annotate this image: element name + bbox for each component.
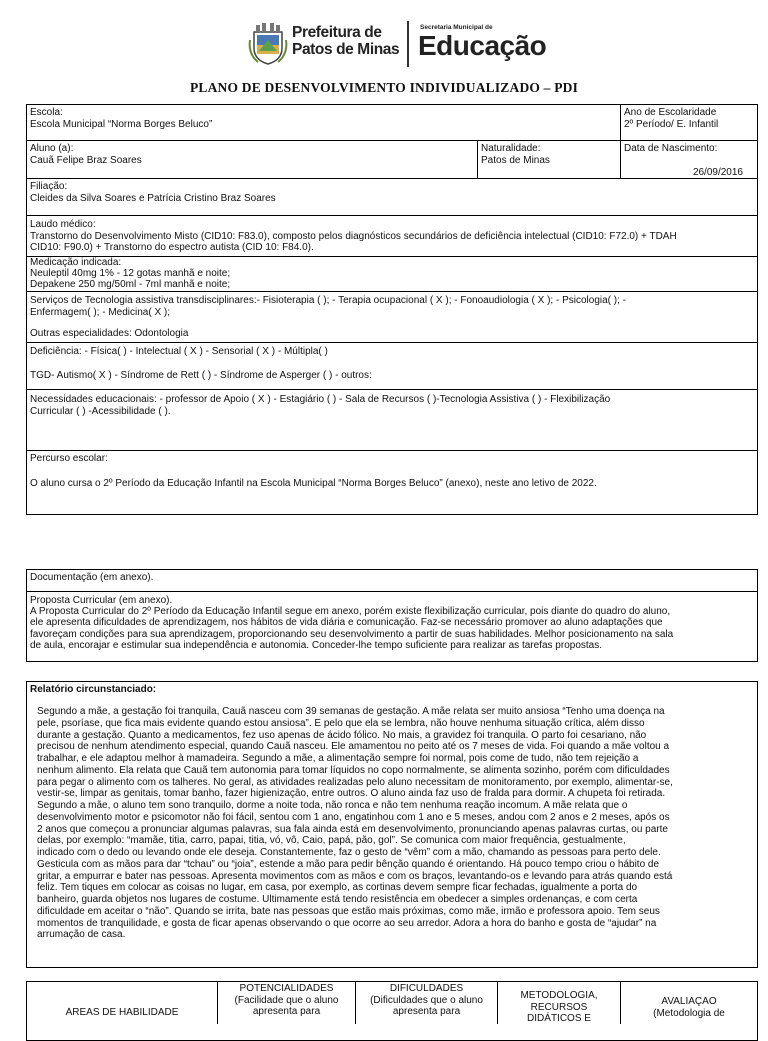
nascimento-value: 26/09/2016 [692,167,743,178]
documentacao-cell [27,571,757,585]
escola-label: Escola: [30,107,63,118]
educacao-logo-text: Educação [418,30,547,61]
relatorio-line: 2 anos que começou a pronunciar algumas palavras, sua fala ainda está em desenvolvimento, pronunciando apenas palavras curtas, ou parte [37,823,668,835]
filiacao-cell [27,180,757,205]
relatorio-line: desenvolvimento motor e psicomotor não foi fácil, sentou com 1 ano, engatinhou com 1 ano e 5 meses, andou com 2 anos e 2 meses, após os [37,811,670,823]
dificuldades-sub-1: (Dificuldades que o aluno [370,994,483,1006]
aluno-label: Aluno (a): [30,143,74,154]
percurso-label: Percurso escolar: [30,453,108,464]
necessidades-cell [27,393,757,418]
table-header-dificuldades [356,983,497,1018]
relatorio-line: banheiro, guarda objetos nos lugares de costume. Ultimamente está tendo resistência em obedecer a simples ordenanças, e com certa [37,894,638,905]
logo-line-1: Prefeitura de [292,24,382,41]
potencialidades-title: POTENCIALIDADES [239,983,334,994]
laudo-cell [27,218,757,255]
relatorio-line: feliz. Tem tiques em colocar as coisas no lugar, em casa, por exemplo, as cortinas devem sempre ficar fechadas, igualmente a porta do [37,882,638,894]
relatorio-line: Gesticula com as mãos para dar “tchau” ou “joia”, estende a mão para pedir bênção quando é orientando. Há pouco tempo criou o hábito de [37,858,660,870]
proposta-line-2: ele apresenta dificuldades de aprendizagem, nos hábitos de vida diária e comunicação. Faz-se necessário promover ao aluno adaptações que [30,617,663,629]
ano-escolaridade-cell [621,106,757,131]
laudo-label: Laudo médico: [30,219,96,230]
proposta-label: Proposta Curricular (em anexo). [30,595,173,606]
relatorio-line: pele, psoríase, que fica mais evidente quando estou ansiosa”. E pelo que ela se lembra, não houve nenhuma situação crítica, além disso [37,717,645,729]
dificuldades-title: DIFICULDADES [389,983,464,994]
escola-cell [27,106,619,131]
ano-label: Ano de Escolaridade [624,107,717,118]
relatorio-line: para pegar o alimento com os talheres. No geral, as atividades realizadas pelo aluno necessitam de monitoramento, por exemplo, alimentar-se, [37,776,673,788]
potencialidades-sub-1: (Facilidade que o aluno [234,994,339,1006]
avaliacao-line-2: (Metodologia de [653,1007,725,1019]
ano-value: 2º Período/ E. Infantil [624,118,719,130]
medicacao-line-1: Neuleptil 40mg 1% - 12 gotas manhã e noite; [30,268,231,279]
avaliacao-line-1: AVALIAÇÃO [661,996,717,1007]
table-header-potencialidades [218,983,355,1018]
proposta-line-1: A Proposta Curricular do 2º Período da Educação Infantil segue em anexo, porém existe flexibilização curricular, pois diante do quadro do aluno, [30,606,671,618]
nascimento-cell [621,142,757,178]
proposta-cell [27,594,757,652]
servicos-line-1: Serviços de Tecnologia assistiva transdisciplinares:- Fisioterapia ( ); - Terapia ocupacional ( X ); - Fonoaudiologia ( X ); - Psicologia( ); - [30,295,626,306]
aluno-cell [27,142,475,167]
proposta-line-3: favoreçam condições para sua aprendizagem, proporcionando seu desenvolvimento a partir de suas habilidades. Melhor posicionamento na sala [30,628,674,640]
relatorio-line: momentos de tranquilidade, e gosta de ficar apenas observando o que ocorre ao seu arredor. Adora a hora do banho e gosta de “ajudar” na [37,917,657,929]
secretaria-label: Secretaria Municipal de [420,24,493,31]
naturalidade-cell [478,142,619,167]
metodologia-line-1: METODOLOGIA, [520,990,598,1001]
metodologia-line-2: RECURSOS [530,1001,588,1013]
servicos-cell [27,294,757,341]
proposta-line-4: de aula, encorajar e estimular sua independência e autonomia. Conceder-lhe tempo suficiente para realizar as tarefas propostas. [30,639,603,651]
deficiencia-cell [27,345,757,382]
deficiencia-line: Deficiência: - Física( ) - Intelectual ( X ) - Sensorial ( X ) - Múltipla( ) [30,346,328,357]
medicacao-line-2: Depakene 250 mg/50ml - 7ml manhã e noite; [30,279,231,290]
servicos-line-2: Enfermagem( ); - Medicina( X ); [30,306,171,318]
metodologia-line-3: DIDÁTICOS E [527,1013,591,1024]
relatorio-line: precisou de nenhum atendimento especial, quando Cauã nasceu. Ele amamentou no peito até os 7 meses de vida. Foi quando a mãe voltou a [37,741,670,753]
relatorio-line: durante a gestação. Quanto a medicamentos, fez uso apenas de ácido fólico. No mais, a gravidez foi tranquila. O parto foi cesariano, não [37,729,647,741]
relatorio-line: Segundo a mãe, o aluno tem sono tranquilo, dorme a noite toda, não ronca e não tem nenhuma reação incomum. A mãe relata que o [37,800,628,811]
aluno-value: Cauã Felipe Braz Soares [30,154,142,166]
documentacao-text: Documentação (em anexo). [30,572,154,583]
filiacao-label: Filiação: [30,181,68,192]
naturalidade-value: Patos de Minas [481,154,550,166]
necessidades-line-1: Necessidades educacionais: - professor de Apoio ( X ) - Estagiário ( ) - Sala de Recursos ( )-Tecnologia Assistiva ( ) - Flexibilização [30,394,611,405]
tgd-line: TGD- Autismo( X ) - Síndrome de Rett ( ) - Síndrome de Asperger ( ) - outros: [30,369,372,381]
relatorio-line: indicado com o dedo ou levando onde ele deseja. Constantemente, faz o gesto de “vêm” com a mão, chamando as pessoas para perto dele. [37,847,661,858]
escola-value: Escola Municipal “Norma Borges Beluco” [30,118,213,130]
laudo-line-2: CID10: F90.0) + Transtorno do espectro autista (CID 10: F84.0). [30,242,314,253]
relatorio-body [27,706,757,941]
relatorio-line: dificuldade em aceitar o “não”. Quando se irrita, bate nas pessoas que estão mais próximas, como mãe, irmão e professora apoio. Tem seus [37,905,660,917]
dificuldades-sub-2: apresenta para [392,1006,461,1017]
necessidades-line-2: Curricular ( ) -Acessibilidade ( ). [30,405,171,417]
percurso-cell [27,452,757,490]
relatorio-title [27,683,757,697]
percurso-value: O aluno cursa o 2º Período da Educação Infantil na Escola Municipal “Norma Borges Beluco” (anexo), neste ano letivo de 2022. [30,477,597,489]
naturalidade-label: Naturalidade: [481,143,541,154]
filiacao-value: Cleides da Silva Soares e Patrícia Cristino Braz Soares [30,192,276,204]
medicacao-label: Medicação indicada: [30,257,122,268]
relatorio-line: Segundo a mãe, a gestação foi tranquila, Cauã nasceu com 39 semanas de gestação. A mãe relata ser muito ansiosa “Tenho uma doença na [37,706,665,717]
relatorio-line: vestir-se, limpar as genitais, tomar banho, fazer higienização, entre outros. O aluno ainda faz uso de fralda para dormir. A chupeta foi retirada. [37,788,666,800]
table-header-areas [27,1007,217,1019]
coat-of-arms-icon [248,22,288,66]
table-header-metodologia [498,990,620,1025]
relatorio-line: delas, por exemplo: “mamãe, titia, carro, papai, titia, vó, vô, Caio, papá, pão, gol”. Se comunica com maior frequência, gestualmente, [37,835,626,847]
outras-especialidades: Outras especialidades: Odontologia [30,328,189,339]
relatorio-line: arrumação de casa. [37,929,126,941]
relatorio-title-text: Relatório circunstanciado: [30,684,157,695]
table-header-avaliacao [621,996,757,1019]
document-title: PLANO DE DESENVOLVIMENTO INDIVIDUALIZADO – PDI [189,80,579,95]
relatorio-line: nenhum alimento. Ela relata que Cauã tem autonomia para tomar líquidos no copo normalmente, se alimenta sozinho, porém com dificuldades [37,764,670,776]
prefeitura-logo-text [292,24,399,58]
header-divider [407,21,409,67]
areas-header-text: ÁREAS DE HABILIDADE [65,1007,179,1018]
document-header [0,14,768,74]
relatorio-line: gritar, a empurrar e bater nas pessoas. Apresenta movimentos com as mãos e com os braços, levantando-os e levando para atrás quando está [37,870,673,882]
logo-line-2: Patos de Minas [292,41,400,58]
medicacao-cell [27,256,757,291]
laudo-line-1: Transtorno do Desenvolvimento Misto (CID10: F83.0), composto pelos diagnósticos secundários de deficiência intelectual (CID10: F72.0) + TDAH [30,230,677,242]
potencialidades-sub-2: apresenta para [252,1006,321,1017]
nascimento-label: Data de Nascimento: [624,143,718,154]
relatorio-line: trabalhar, e ele adaptou melhor à mamadeira. Segundo a mãe, a alimentação sempre foi normal, pois come de tudo, não tem rejeição a [37,753,639,764]
